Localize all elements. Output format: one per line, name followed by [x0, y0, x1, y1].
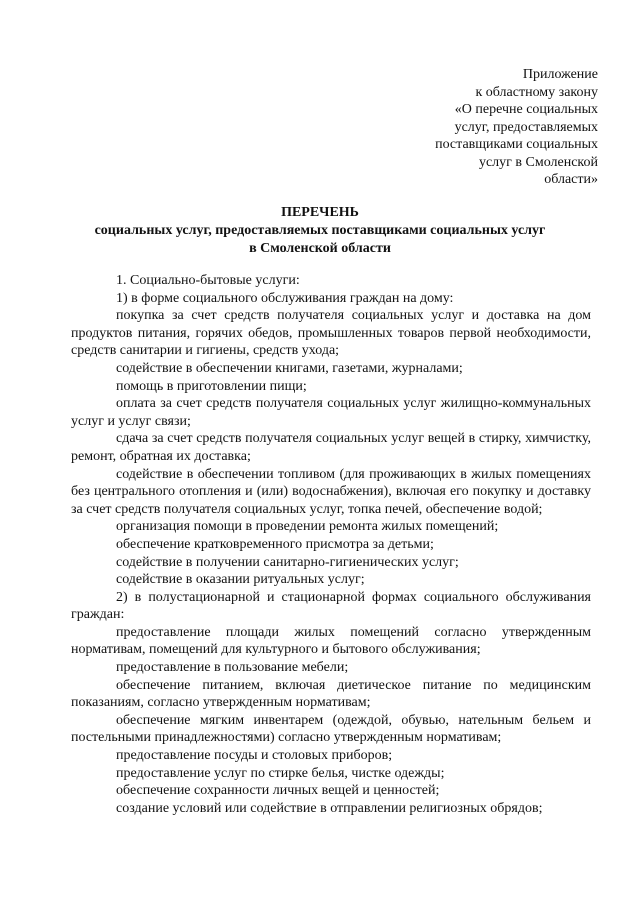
list-item: покупка за счет средств получателя социальных услуг и доставка на дом продуктов питания, горячих обедов, промышленных товаров первой необходимости, средств санитарии и гигиены, средств ухода;	[71, 308, 591, 359]
list-item: создание условий или содействие в отправлении религиозных обрядов;	[116, 800, 543, 816]
list-item: организация помощи в проведении ремонта жилых помещений;	[116, 519, 499, 535]
subsection-heading: 1) в форме социального обслуживания граждан на дому:	[116, 290, 454, 306]
appendix-line: услуг, предоставляемых	[454, 119, 598, 135]
document-title: ПЕРЕЧЕНЬ	[281, 205, 359, 220]
document-body	[71, 272, 591, 817]
document-heading	[0, 204, 640, 258]
list-item: помощь в приготовлении пищи;	[116, 378, 307, 394]
list-item: предоставление площади жилых помещений согласно утвержденным нормативам, помещений для культурного и бытового обслуживания;	[71, 624, 591, 658]
list-item: обеспечение мягким инвентарем (одеждой, обувью, нательным бельем и постельными принадлежностями) согласно утвержденным нормативам;	[71, 712, 591, 746]
list-item: обеспечение питанием, включая диетическое питание по медицинским показаниям, согласно утвержденным нормативам;	[71, 677, 591, 711]
list-item: предоставление посуды и столовых приборов;	[116, 748, 393, 764]
list-item: обеспечение сохранности личных вещей и ценностей;	[116, 783, 440, 799]
document-subtitle-line-2: в Смоленской области	[249, 241, 391, 256]
list-item: предоставление в пользование мебели;	[116, 660, 349, 676]
appendix-line: области»	[544, 172, 598, 187]
section-heading: 1. Социально-бытовые услуги:	[116, 273, 300, 288]
subsection-heading: 2) в полустационарной и стационарной формах социального обслуживания граждан:	[71, 589, 591, 623]
appendix-line: услуг в Смоленской	[478, 154, 598, 170]
appendix-line: к областному закону	[475, 84, 598, 100]
appendix-line: «О перечне социальных	[454, 102, 598, 117]
list-item: содействие в обеспечении топливом (для проживающих в жилых помещениях без центрального отопления и (или) водоснабжения), включая его покупку и доставку за счет средств получателя социальных услуг, топка печей, обеспечение водой;	[71, 466, 591, 517]
list-item: содействие в обеспечении книгами, газетами, журналами;	[116, 360, 463, 376]
list-item: предоставление услуг по стирке белья, чистке одежды;	[116, 765, 445, 781]
list-item: обеспечение кратковременного присмотра за детьми;	[116, 536, 434, 552]
list-item: содействие в оказании ритуальных услуг;	[116, 572, 365, 588]
document-subtitle-line-1: социальных услуг, предоставляемых поставщиками социальных услуг	[94, 223, 546, 238]
appendix-note	[435, 66, 598, 189]
list-item: сдача за счет средств получателя социальных услуг вещей в стирку, химчистку, ремонт, обратная их доставка;	[71, 431, 591, 464]
appendix-line: поставщиками социальных	[435, 137, 598, 152]
list-item: содействие в получении санитарно-гигиенических услуг;	[116, 554, 459, 570]
appendix-line: Приложение	[522, 67, 598, 82]
list-item: оплата за счет средств получателя социальных услуг жилищно-коммунальных услуг и услуг связи;	[71, 396, 591, 429]
